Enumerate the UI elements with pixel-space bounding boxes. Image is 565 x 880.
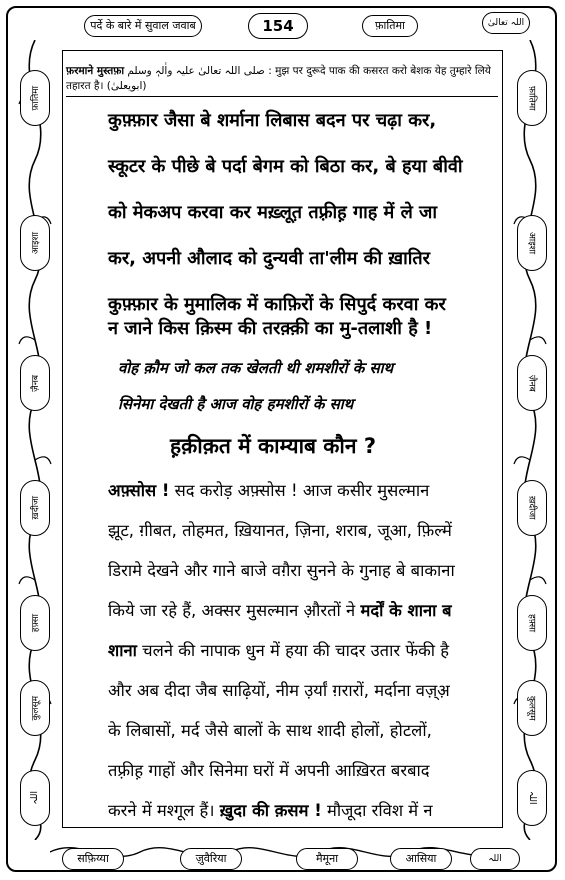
text-line: न जाने किस क़िस्म की तरक़्क़ी का मु-तलाशी है ! [108, 318, 433, 339]
side-tab-right [517, 680, 547, 736]
text-line: के लिबासों, मर्द जैसे बालों के साथ शादी होलों, होटलों, [108, 721, 432, 740]
text-line: कर, अपनी औलाद को दुन्यवी ता'लीम की ख़ातिर [108, 248, 431, 269]
page-number: 154 [248, 13, 308, 39]
side-tab-label: फ़ातिमा [30, 85, 41, 111]
side-tab-label: हफ़्सा [526, 613, 537, 633]
side-tab-left [20, 355, 50, 411]
side-tab-label: आइशा [526, 231, 537, 255]
header-divider [66, 96, 498, 97]
side-tab-right [517, 595, 547, 651]
side-tab-right [517, 770, 547, 826]
footer-tab [470, 848, 520, 870]
book-title-tab [84, 15, 202, 37]
note-label: फ़रमाने मुस्तफ़ा [66, 65, 125, 77]
side-tab-label: ख़दीजा [30, 496, 41, 520]
text-run: करने में मश्गूल हैं। [108, 801, 220, 820]
text-line: स्कूटर के पीछे बे पर्दा बेगम को बिठा कर, बे हया बीवी [108, 156, 463, 177]
footer-tab [296, 848, 358, 870]
side-tab-label: हफ़्सा [30, 613, 41, 633]
text-bold: मर्दों के शाना ब [360, 601, 452, 620]
side-tab-label: ख़दीजा [526, 496, 537, 520]
poem-line: वोह क़ौम जो कल तक खेलती थी शमशीरों के साथ [118, 359, 394, 377]
side-tab-label: कुलसूम [30, 695, 41, 721]
footer-tab-label: मैमूना [315, 852, 339, 865]
footer-tab-label: ज़ुवैरिया [195, 852, 227, 865]
side-tab-label: ज़ैनब [30, 374, 41, 392]
side-tab-label: اللہ [527, 791, 537, 805]
side-tab-label: ज़ैनब [526, 374, 537, 392]
text-line: कुफ़्फ़ार के मुमालिक में काफ़िरों के सिपुर्द करवा कर [108, 294, 446, 315]
side-tab-left [20, 70, 50, 126]
footer-tab [180, 848, 242, 870]
text-line [108, 798, 433, 821]
book-title: पर्दे के बारे में सुवाल जवाब [90, 19, 196, 32]
section-heading: ह़क़ीक़त में काम्याब कौन ? [170, 434, 377, 458]
top-corner-tab [482, 12, 530, 34]
header-hadith-note [66, 64, 498, 94]
side-tab-right [517, 355, 547, 411]
note-arabic: صلی اللہ تعالیٰ علیہ واٰلہٖ وسلم [127, 65, 265, 77]
side-tab-right [517, 480, 547, 536]
side-tab-left [20, 770, 50, 826]
side-tab-label: اللہ [30, 791, 40, 805]
text-line: झूट, ग़ीबत, तोहमत, ख़ियानत, ज़िना, शराब, जूआ, फ़िल्में [108, 521, 452, 540]
top-right-tab [362, 15, 418, 37]
side-tab-left [20, 480, 50, 536]
footer-tab [390, 848, 452, 870]
text-run: सद करोड़ अफ़्सोस ! आज कसीर मुसल्मान [169, 481, 430, 500]
side-tab-right [517, 70, 547, 126]
side-tab-label: फ़ातिमा [526, 85, 537, 111]
side-tab-label: कुलसूम [526, 695, 537, 721]
text-bold: शाना [108, 641, 137, 660]
note-text: : मुझ पर दुरूदे पाक की कसरत करो बेशक येह तुम्हारे लिये तहारत है। (ابویعلیٰ) [66, 65, 491, 92]
top-corner-tab-label: اللہ تعالیٰ [487, 18, 525, 28]
text-line [108, 598, 452, 621]
side-tab-left [20, 215, 50, 271]
footer-tab-label: सफ़िय्या [77, 852, 109, 865]
text-line: तफ़्रीह़ गाहों और सिनेमा घरों में अपनी आख़िरत बरबाद [108, 761, 430, 780]
text-run: किये जा रहे हैं, अक्सर मुसल्मान औ़रतों ने [108, 601, 361, 620]
text-line: डिरामे देखने और गाने बाजे वग़ैरा सुनने के गुनाह बे बाकाना [108, 561, 455, 580]
text-line: को मेकअप करवा कर मख़्लूत़ तफ़्रीह़ गाह में ले जा [108, 202, 438, 223]
text-bold: अफ़्सोस ! [108, 481, 170, 500]
side-tab-label: आइशा [30, 231, 41, 255]
poem-line: सिनेमा देखती है आज वोह हमशीरों के साथ [118, 395, 354, 413]
text-run: चलने की नापाक धुन में हया की चादर उतार फेंकी है [136, 641, 450, 660]
text-line: कुफ़्फ़ार जैसा बे शर्माना लिबास बदन पर चढ़ा कर, [108, 110, 437, 131]
footer-tab [62, 848, 124, 870]
footer-tab-label: आसिया [405, 852, 437, 865]
side-tab-left [20, 595, 50, 651]
side-tab-left [20, 680, 50, 736]
footer-tab-label: اللہ [488, 854, 502, 864]
text-line: और अब दीदा जैब साढ़ियों, नीम उ़र्यां ग़रारों, मर्दाना वज़्अ़ [108, 681, 450, 700]
top-right-tab-label: फ़ातिमा [375, 19, 405, 32]
text-run: मौजूदा रविश में न [321, 801, 433, 820]
side-tab-right [517, 215, 547, 271]
text-bold: ख़ुदा की क़सम ! [219, 801, 322, 820]
text-line [108, 638, 449, 661]
text-line [108, 478, 429, 501]
